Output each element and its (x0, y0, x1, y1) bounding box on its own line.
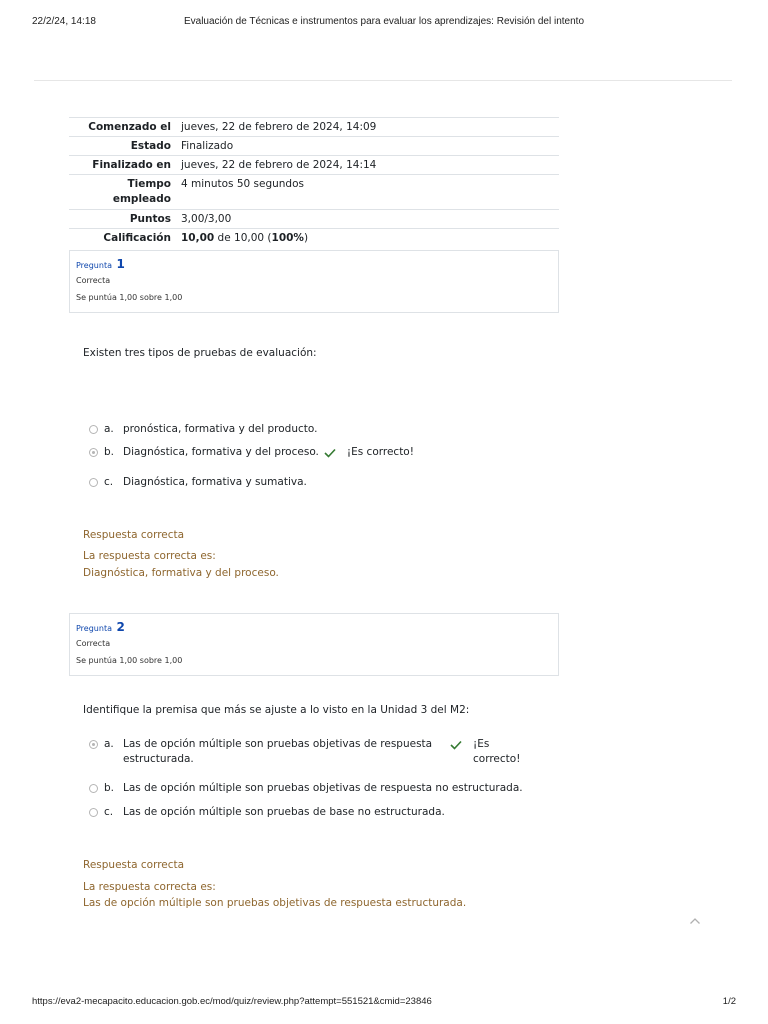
summary-row-state (69, 136, 559, 155)
radio-button[interactable] (89, 808, 98, 817)
question-number-value: 1 (116, 257, 125, 271)
summary-label (69, 175, 177, 209)
radio-button-selected[interactable] (89, 740, 98, 749)
answer-option-1a[interactable] (89, 422, 317, 437)
grade-score: 10,00 (181, 232, 215, 244)
summary-label: Estado (130, 140, 171, 152)
question-text-2: Identifique la premisa que más se ajuste a lo visto en la Unidad 3 del M2: (83, 704, 470, 716)
answer-letter: b. (104, 446, 115, 458)
question-prefix: Pregunta (76, 261, 112, 270)
summary-row-started (69, 117, 559, 136)
answer-text: Diagnóstica, formativa y sumativa. (123, 476, 307, 488)
answer-text: pronóstica, formativa y del producto. (123, 423, 318, 435)
answer-feedback: ¡Es correcto! (346, 446, 414, 458)
summary-label-line: Tiempo (127, 178, 171, 190)
attempt-summary-table (69, 117, 559, 247)
summary-value: jueves, 22 de febrero de 2024, 14:09 (181, 121, 377, 133)
grade-end: ) (303, 232, 309, 244)
outcome-text: Respuesta correcta (83, 859, 185, 871)
answer-text-line: Las de opción múltiple son pruebas objetivas de respuesta (123, 738, 433, 750)
check-icon (449, 739, 463, 751)
radio-button-selected[interactable] (89, 448, 98, 457)
answer-option-2a[interactable] (89, 737, 520, 767)
answer-option-2b[interactable] (89, 781, 523, 796)
summary-row-points (69, 209, 559, 228)
divider (34, 80, 732, 81)
print-header (32, 16, 736, 30)
summary-label-line: empleado (112, 193, 171, 205)
question-text-1: Existen tres tipos de pruebas de evaluación: (83, 347, 317, 359)
question-info-1 (69, 250, 559, 313)
right-answer: Diagnóstica, formativa y del proceso. (83, 567, 279, 579)
answer-text-line: estructurada. (123, 753, 194, 765)
feedback-line: ¡Es (473, 738, 490, 750)
outcome-text: Respuesta correcta (83, 529, 185, 541)
radio-button[interactable] (89, 425, 98, 434)
grade-mid: de 10,00 ( (214, 232, 272, 244)
summary-value (177, 229, 559, 247)
summary-row-time (69, 174, 559, 209)
question-number-value: 2 (116, 620, 125, 634)
answer-letter: c. (104, 476, 114, 488)
print-footer (32, 996, 736, 1010)
summary-value: Finalizado (181, 140, 234, 152)
answer-option-2c[interactable] (89, 805, 445, 820)
right-answer: Las de opción múltiple son pruebas objetivas de respuesta estructurada. (83, 897, 467, 909)
answer-letter: a. (104, 423, 114, 435)
answer-letter: a. (104, 738, 114, 750)
print-date: 22/2/24, 14:18 (32, 16, 96, 27)
question-number (76, 257, 552, 273)
question-prefix: Pregunta (76, 624, 112, 633)
answer-letter: b. (104, 782, 115, 794)
answer-feedback (473, 737, 520, 767)
answer-option-1c[interactable] (89, 475, 307, 490)
grade-percent: 100% (271, 232, 304, 244)
question-grade: Se puntúa 1,00 sobre 1,00 (76, 656, 183, 665)
summary-label: Puntos (129, 213, 171, 225)
summary-label: Comenzado el (88, 121, 171, 133)
check-icon (323, 447, 337, 459)
answer-option-1b[interactable] (89, 445, 414, 460)
summary-value: 4 minutos 50 segundos (181, 178, 304, 190)
summary-value: 3,00/3,00 (181, 213, 232, 225)
print-title: Evaluación de Técnicas e instrumentos para evaluar los aprendizajes: Revisión del intento (183, 16, 585, 27)
question-grade: Se puntúa 1,00 sobre 1,00 (76, 293, 183, 302)
page-number: 1/2 (722, 996, 736, 1007)
right-answer-label: La respuesta correcta es: (83, 550, 216, 562)
summary-value: jueves, 22 de febrero de 2024, 14:14 (181, 159, 377, 171)
feedback-line: correcto! (473, 753, 521, 765)
page-url: https://eva2-mecapacito.educacion.gob.ec/mod/quiz/review.php?attempt=551521&cmid=23846 (32, 996, 432, 1007)
answer-letter: c. (104, 806, 114, 818)
summary-label: Finalizado en (92, 159, 171, 171)
radio-button[interactable] (89, 478, 98, 487)
question-info-2 (69, 613, 559, 676)
summary-row-finished (69, 155, 559, 174)
question-state: Correcta (76, 639, 111, 648)
answer-text: Las de opción múltiple son pruebas objetivas de respuesta no estructurada. (123, 782, 523, 794)
question-state: Correcta (76, 276, 111, 285)
radio-button[interactable] (89, 784, 98, 793)
question-number (76, 620, 552, 636)
chevron-up-icon[interactable] (689, 917, 701, 925)
answer-text (123, 737, 447, 767)
summary-label: Calificación (103, 232, 171, 244)
answer-text: Las de opción múltiple son pruebas de base no estructurada. (123, 806, 445, 818)
answer-text: Diagnóstica, formativa y del proceso. (123, 446, 319, 458)
summary-row-grade (69, 228, 559, 247)
right-answer-label: La respuesta correcta es: (83, 881, 216, 893)
